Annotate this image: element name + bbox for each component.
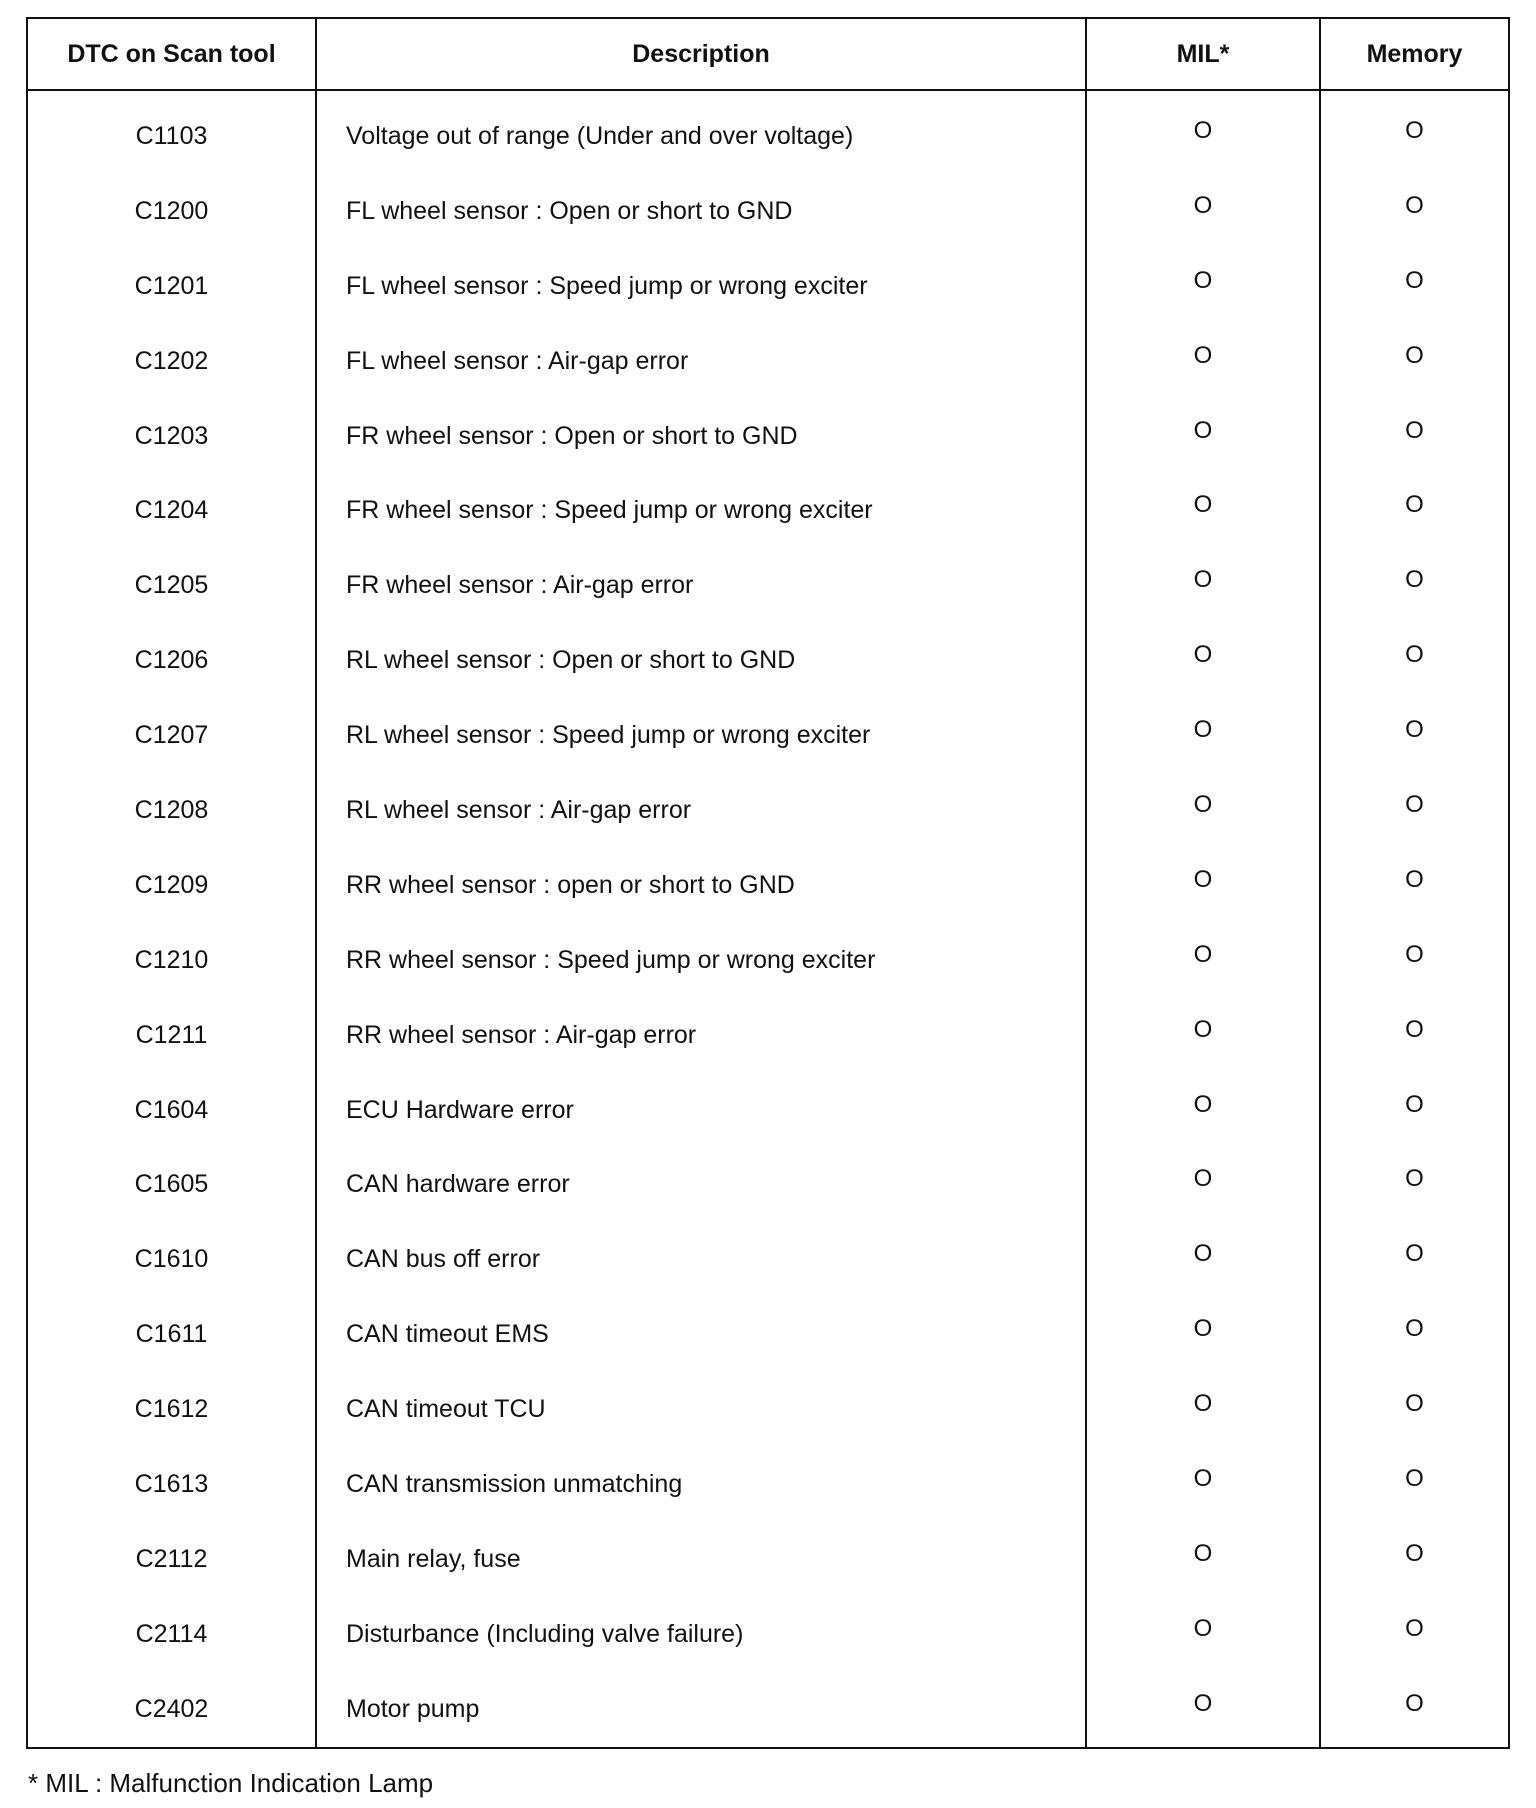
- memory-mark-cell: [1320, 1147, 1509, 1222]
- memory-mark: O: [1405, 1165, 1424, 1193]
- mil-mark: O: [1193, 566, 1213, 594]
- mil-mark: O: [1193, 491, 1213, 519]
- dtc-code-cell: C2114: [27, 1597, 316, 1672]
- mil-mark-cell: [1086, 923, 1320, 998]
- memory-mark: O: [1405, 865, 1424, 893]
- memory-mark-cell: [1320, 1297, 1509, 1372]
- table-row: [27, 1372, 1509, 1447]
- memory-mark: O: [1405, 116, 1424, 144]
- description-cell: Voltage out of range (Under and over voltage): [316, 90, 1086, 174]
- dtc-code-cell: C1208: [27, 773, 316, 848]
- dtc-code-cell: C1200: [27, 174, 316, 249]
- memory-mark-cell: [1320, 773, 1509, 848]
- mil-mark: O: [1193, 1614, 1213, 1642]
- mil-mark: O: [1193, 416, 1213, 444]
- mil-mark: O: [1193, 1090, 1213, 1118]
- table-row: [27, 324, 1509, 399]
- description-cell: Main relay, fuse: [316, 1522, 1086, 1597]
- memory-mark: O: [1405, 266, 1424, 294]
- memory-mark-cell: [1320, 548, 1509, 623]
- mil-mark-cell: [1086, 399, 1320, 474]
- mil-mark-cell: [1086, 1073, 1320, 1148]
- dtc-table: [26, 17, 1510, 1749]
- mil-mark-cell: [1086, 174, 1320, 249]
- table-row: [27, 1147, 1509, 1222]
- memory-mark-cell: [1320, 1372, 1509, 1447]
- description-cell: FR wheel sensor : Air-gap error: [316, 548, 1086, 623]
- memory-mark: O: [1405, 1240, 1424, 1268]
- memory-mark: O: [1405, 1090, 1424, 1118]
- description-cell: RR wheel sensor : open or short to GND: [316, 848, 1086, 923]
- memory-mark: O: [1405, 566, 1424, 594]
- memory-mark: O: [1405, 1539, 1424, 1567]
- memory-mark: O: [1405, 940, 1424, 968]
- table-row: [27, 1597, 1509, 1672]
- mil-mark-cell: [1086, 623, 1320, 698]
- description-cell: FR wheel sensor : Open or short to GND: [316, 399, 1086, 474]
- dtc-code-cell: C2112: [27, 1522, 316, 1597]
- dtc-code-cell: C2402: [27, 1672, 316, 1748]
- memory-mark: O: [1405, 1464, 1424, 1492]
- footnote: * MIL : Malfunction Indication Lamp: [28, 1768, 434, 1798]
- description-cell: RL wheel sensor : Open or short to GND: [316, 623, 1086, 698]
- description-cell: RL wheel sensor : Speed jump or wrong exciter: [316, 698, 1086, 773]
- dtc-code-cell: C1202: [27, 324, 316, 399]
- memory-mark-cell: [1320, 923, 1509, 998]
- mil-mark-cell: [1086, 848, 1320, 923]
- mil-mark-cell: [1086, 1597, 1320, 1672]
- table-header-row: [27, 18, 1509, 90]
- memory-mark-cell: [1320, 1447, 1509, 1522]
- dtc-code-cell: C1612: [27, 1372, 316, 1447]
- dtc-code-cell: C1604: [27, 1073, 316, 1148]
- mil-mark: O: [1193, 1165, 1213, 1193]
- mil-mark: O: [1193, 716, 1213, 744]
- table-row: [27, 1222, 1509, 1297]
- memory-mark: O: [1405, 1614, 1424, 1642]
- mil-mark-cell: [1086, 473, 1320, 548]
- table-row: [27, 174, 1509, 249]
- mil-mark-cell: [1086, 773, 1320, 848]
- mil-mark-cell: [1086, 1147, 1320, 1222]
- memory-mark: O: [1405, 1689, 1424, 1717]
- mil-mark: O: [1193, 1315, 1213, 1343]
- mil-mark: O: [1193, 641, 1213, 669]
- memory-mark-cell: [1320, 623, 1509, 698]
- memory-mark: O: [1405, 191, 1424, 219]
- description-cell: CAN timeout EMS: [316, 1297, 1086, 1372]
- memory-mark: O: [1405, 790, 1424, 818]
- memory-mark: O: [1405, 641, 1424, 669]
- dtc-code-cell: C1201: [27, 249, 316, 324]
- dtc-code-cell: C1203: [27, 399, 316, 474]
- dtc-code-cell: C1211: [27, 998, 316, 1073]
- mil-mark-cell: [1086, 1447, 1320, 1522]
- table-row: [27, 1297, 1509, 1372]
- dtc-code-cell: C1207: [27, 698, 316, 773]
- memory-mark: O: [1405, 341, 1424, 369]
- table-row: [27, 698, 1509, 773]
- dtc-code-cell: C1610: [27, 1222, 316, 1297]
- memory-mark-cell: [1320, 1222, 1509, 1297]
- table-body: [27, 90, 1509, 1748]
- mil-mark: O: [1193, 940, 1213, 968]
- header-description: Description: [316, 18, 1086, 90]
- table-row: [27, 1672, 1509, 1748]
- description-cell: CAN timeout TCU: [316, 1372, 1086, 1447]
- dtc-code-cell: C1206: [27, 623, 316, 698]
- table-row: [27, 1073, 1509, 1148]
- header-mil: MIL*: [1086, 18, 1320, 90]
- dtc-code-cell: C1204: [27, 473, 316, 548]
- mil-mark-cell: [1086, 998, 1320, 1073]
- description-cell: CAN bus off error: [316, 1222, 1086, 1297]
- table-row: [27, 1447, 1509, 1522]
- memory-mark-cell: [1320, 998, 1509, 1073]
- mil-mark: O: [1193, 1015, 1213, 1043]
- mil-mark: O: [1193, 341, 1213, 369]
- mil-mark-cell: [1086, 324, 1320, 399]
- table-row: [27, 399, 1509, 474]
- description-cell: RR wheel sensor : Air-gap error: [316, 998, 1086, 1073]
- mil-mark-cell: [1086, 1222, 1320, 1297]
- mil-mark-cell: [1086, 548, 1320, 623]
- table-row: [27, 848, 1509, 923]
- memory-mark-cell: [1320, 399, 1509, 474]
- memory-mark-cell: [1320, 90, 1509, 174]
- description-cell: ECU Hardware error: [316, 1073, 1086, 1148]
- memory-mark: O: [1405, 1315, 1424, 1343]
- table-row: [27, 1522, 1509, 1597]
- mil-mark-cell: [1086, 1522, 1320, 1597]
- memory-mark-cell: [1320, 848, 1509, 923]
- table-row: [27, 923, 1509, 998]
- mil-mark-cell: [1086, 249, 1320, 324]
- description-cell: FL wheel sensor : Air-gap error: [316, 324, 1086, 399]
- description-cell: FL wheel sensor : Open or short to GND: [316, 174, 1086, 249]
- mil-mark-cell: [1086, 698, 1320, 773]
- table-row: [27, 623, 1509, 698]
- memory-mark-cell: [1320, 174, 1509, 249]
- description-cell: CAN hardware error: [316, 1147, 1086, 1222]
- dtc-code-cell: C1205: [27, 548, 316, 623]
- table-row: [27, 548, 1509, 623]
- memory-mark: O: [1405, 1015, 1424, 1043]
- header-dtc-code: DTC on Scan tool: [27, 18, 316, 90]
- dtc-code-cell: C1613: [27, 1447, 316, 1522]
- memory-mark: O: [1405, 1390, 1424, 1418]
- mil-mark: O: [1193, 865, 1213, 893]
- mil-mark: O: [1193, 116, 1213, 144]
- memory-mark-cell: [1320, 1597, 1509, 1672]
- table-row: [27, 998, 1509, 1073]
- dtc-code-cell: C1611: [27, 1297, 316, 1372]
- dtc-code-cell: C1210: [27, 923, 316, 998]
- description-cell: FL wheel sensor : Speed jump or wrong exciter: [316, 249, 1086, 324]
- mil-mark: O: [1193, 1464, 1213, 1492]
- description-cell: RL wheel sensor : Air-gap error: [316, 773, 1086, 848]
- table-row: [27, 249, 1509, 324]
- table-row: [27, 473, 1509, 548]
- memory-mark-cell: [1320, 698, 1509, 773]
- memory-mark: O: [1405, 491, 1424, 519]
- description-cell: Motor pump: [316, 1672, 1086, 1748]
- description-cell: RR wheel sensor : Speed jump or wrong exciter: [316, 923, 1086, 998]
- mil-mark: O: [1193, 790, 1213, 818]
- dtc-code-cell: C1209: [27, 848, 316, 923]
- mil-mark-cell: [1086, 1372, 1320, 1447]
- memory-mark: O: [1405, 416, 1424, 444]
- mil-mark: O: [1193, 1689, 1213, 1717]
- memory-mark-cell: [1320, 324, 1509, 399]
- memory-mark-cell: [1320, 473, 1509, 548]
- mil-mark: O: [1193, 1539, 1213, 1567]
- mil-mark: O: [1193, 1390, 1213, 1418]
- memory-mark-cell: [1320, 1073, 1509, 1148]
- dtc-code-cell: C1605: [27, 1147, 316, 1222]
- memory-mark-cell: [1320, 1522, 1509, 1597]
- memory-mark-cell: [1320, 249, 1509, 324]
- mil-mark: O: [1193, 1240, 1213, 1268]
- description-cell: CAN transmission unmatching: [316, 1447, 1086, 1522]
- description-cell: Disturbance (Including valve failure): [316, 1597, 1086, 1672]
- memory-mark: O: [1405, 716, 1424, 744]
- mil-mark: O: [1193, 266, 1213, 294]
- header-memory: Memory: [1320, 18, 1509, 90]
- dtc-code-cell: C1103: [27, 90, 316, 174]
- table-row: [27, 773, 1509, 848]
- mil-mark-cell: [1086, 1297, 1320, 1372]
- description-cell: FR wheel sensor : Speed jump or wrong exciter: [316, 473, 1086, 548]
- mil-mark-cell: [1086, 90, 1320, 174]
- mil-mark-cell: [1086, 1672, 1320, 1748]
- mil-mark: O: [1193, 191, 1213, 219]
- memory-mark-cell: [1320, 1672, 1509, 1748]
- table-row: [27, 90, 1509, 174]
